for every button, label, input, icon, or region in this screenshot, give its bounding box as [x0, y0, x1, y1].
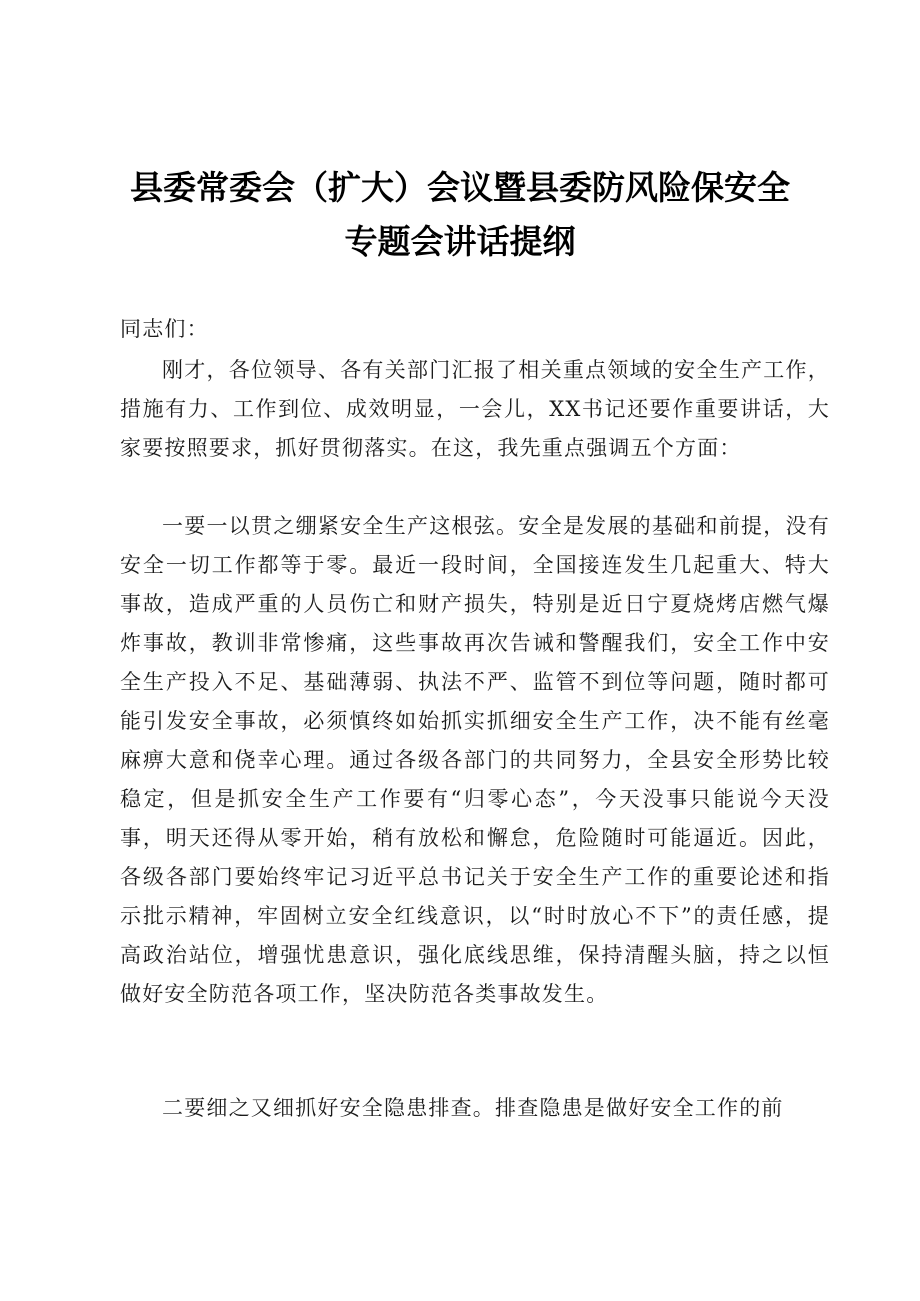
paragraph-3: 二要细之又细抓好安全隐患排查。排查隐患是做好安全工作的前: [162, 1096, 784, 1120]
document-title-line-1: 县委常委会（扩大）会议暨县委防风险保安全: [130, 168, 790, 207]
document-title-line-2: 专题会讲话提纲: [344, 222, 576, 261]
salutation: 同志们：: [120, 317, 209, 341]
paragraph-1: 刚才，各位领导、各有关部门汇报了相关重点领域的安全生产工作，措施有力、工作到位、成效明显，一会儿，XX书记还要作重要讲话，大家要按照要求，抓好贯彻落实。在这，我先重点强调五个方面：: [120, 358, 830, 460]
paragraph-2: 一要一以贯之绷紧安全生产这根弦。安全是发展的基础和前提，没有安全一切工作都等于零。最近一段时间，全国接连发生几起重大、特大事故，造成严重的人员伤亡和财产损失，特别是近日宁夏烧烤店燃气爆炸事故，教训非常惨痛，这些事故再次告诫和警醒我们，安全工作中安全生产投入不足、基础薄弱、执法不严、监管不到位等问题，随时都可能引发安全事故，必须慎终如始抓实抓细安全生产工作，决不能有丝毫麻痹大意和侥幸心理。通过各级各部门的共同努力，全县安全形势比较稳定，但是抓安全生产工作要有“归零心态”，今天没事只能说今天没事，明天还得从零开始，稍有放松和懈怠，危险随时可能逼近。因此，各级各部门要始终牢记习近平总书记关于安全生产工作的重要论述和指示批示精神，牢固树立安全红线意识，以“时时放心不下”的责任感，提高政治站位，增强忧患意识，强化底线思维，保持清醒头脑，持之以恒做好安全防范各项工作，坚决防范各类事故发生。: [120, 514, 830, 1006]
